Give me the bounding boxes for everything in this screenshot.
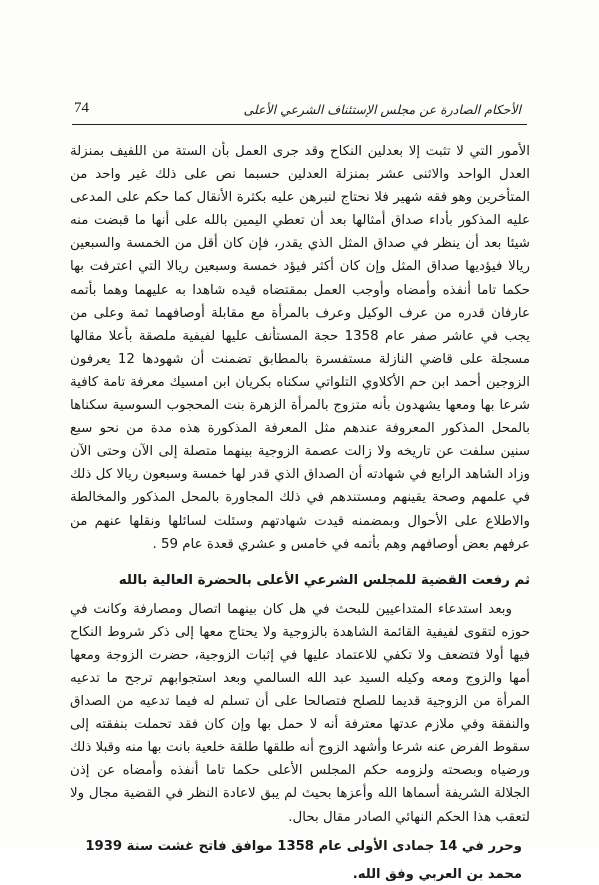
section-heading: ثم رفعت القضية للمجلس الشرعي الأعلى بالحضرة العالية بالله: [118, 572, 530, 588]
paragraph-2: وبعد استدعاء المتداعيين للبحث في هل كان بينهما اتصال ومصارفة وكانت في حوزه لتقوى لفيفية القائمة الشاهدة بالزوجية ولا يحتاج معها إلى ذكر شروط النكاح فيها أولا فتضعف ولا تكفي للاعتماد عليها في إثبات الزوجية، حضرت الزوجة ومعها أمها والزوج ومعه وكيله السيد عبد الله السالمي وبعد استجوابهم ترجح ما تدعيه المرأة من الزوجية قديما للصلح فتصالحا على أن تسلم له فيما تدعيه من الصداق والنفقة وفي ملازم عدتها معترفة أنه لا حمل بها وإن كان فقد تحملت بنفقته إلى سقوط الفرض عنه شرعا وأشهد الزوج أنه طلقها طلقة خلعية بانت بها منه وقبلا ذلك ورضياه وبصحته ولزومه حكم المجلس الأعلى حكما تاما أنفذه وأمضاه عن إذن الجلالة الشريفة أسماها الله وأعزها بحيث لم يبق لاعادة النظر في القضية مجال ولا لتعقب هذا الحكم النهائي الصادر مقال بحال.: [70, 601, 530, 825]
page-header: [72, 98, 527, 125]
paragraph-1: الأمور التي لا تثبت إلا بعدلين النكاح وقد جرى العمل بأن الستة من اللفيف بمنزلة العدل الواحد والاثنى عشر بمنزلة العدلين حسبما نص على ذلك غير واحد من المتأخرين وهو فقه شهير فلا نحتاج لنبرهن عليه بكثرة الأنقال كما حكم على المدعى عليه المذكور بأداء صداق أمثالها بعد أن تعطي اليمين بالله على أنها ما قبضت منه شيئا بعد أن ينظر في صداق المثل الذي يقدر، فإن كان أقل من الخمسة والسبعين ريالا فيؤديها صداق المثل وإن كان أكثر فيؤد خمسة وسبعين ريالا التي اعترفت بها حكما تاما أنفذه وأمضاه وأوجب العمل بمقتضاه قيده شاهدا به عليهما وهما بأتمه عارفان قدره من عرف الوكيل وعرف بالمرأة مع مقابلة أوصافهما ثمة وعلى من يجب في عاشر صفر عام 1358 حجة المستأنف عليها لفيفية ملصقة بأعلا مقالها مسجلة على قاضي النازلة مستفسرة بالمطابق تضمنت أن شهودها 12 يعرفون الزوجين أحمد ابن حم الأكلاوي التلواتي سكناه بكريان ابن امسيك معرفة تامة كافية شرعا بها ومعها يشهدون بأنه متزوج بالمرأة الزهرة بنت المحجوب السوسية سكناها بالمحل المذكور المعروفة عندهم مثل المعرفة المذكورة هذه مدة من نحو سبع سنين سلفت عن تاريخه ولا زالت عصمة الزوجية بينهما متصلة إلى الآن وحتى الآن وزاد الشاهد الرابع في شهادته أن الصداق الذي قدر لها خمسة وسبعون ريالا كل ذلك في علمهم وصحة يقينهم ومستندهم في ذلك المجاورة بالمحل المذكور والمخالطة والاطلاع على الأحوال وبمضمنه قيدت شهادتهم وسئلت لسائلها ونقلها عنهم من عرفهم بعض أوصافهم وهم بأتمه في خامس و عشري قعدة عام 59 .: [70, 144, 531, 552]
page-number: 74: [74, 100, 89, 116]
signature-line: محمد بن العربي وفق الله.: [352, 866, 522, 882]
closing-date-line: وحرر في 14 جمادى الأولى عام 1358 موافق فاتح غشت سنة 1939: [85, 838, 522, 854]
running-title: الأحكام الصادرة عن مجلس الإستئناف الشرعي الأعلى: [243, 102, 521, 117]
document-body: [70, 140, 530, 885]
